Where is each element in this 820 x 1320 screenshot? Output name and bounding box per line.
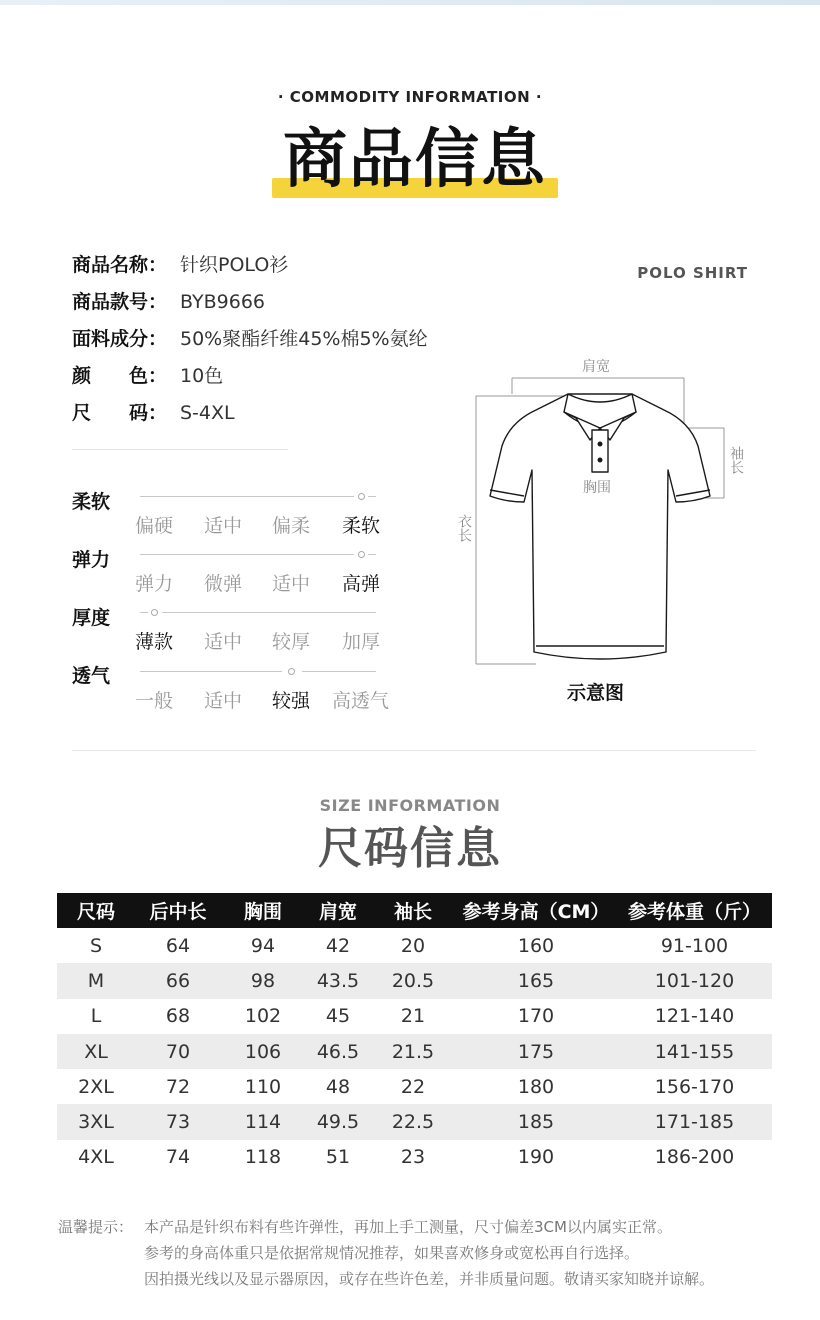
table-cell: M [57,963,135,998]
info-row-fabric [72,325,428,353]
table-cell: 121-140 [654,1005,735,1028]
shoulder-label: 肩宽 [582,359,610,375]
divider [72,449,288,450]
table-cell: 2XL [78,1075,114,1098]
chest-label: 胸围 [583,480,611,496]
scale-name: 柔软 [72,491,111,513]
diagram-caption: 示意图 [567,682,625,704]
scale-marker [151,609,158,616]
table-cell: 94 [250,934,276,957]
scale-name: 厚度 [72,607,111,629]
info-row-style-no [72,288,265,316]
scale-option: 弹力 [135,573,174,595]
scale-option-selected: 较强 [272,690,311,712]
table-cell: 45 [325,1005,351,1028]
size-info-subtitle: SIZE INFORMATION [319,796,501,815]
table-cell: 21 [400,1005,426,1028]
polo-shirt-label: POLO SHIRT [637,264,748,282]
table-cell: 64 [165,934,191,957]
info-label: 面料成分： [72,328,168,350]
scale-marker [288,668,295,675]
note-label: 温馨提示： [58,1218,134,1236]
table-row [57,928,772,963]
table-cell: 185 [455,1104,617,1139]
table-cell: 114 [221,1104,305,1139]
scale-name: 透气 [72,665,111,687]
table-cell: 160 [517,934,555,957]
table-cell: 91-100 [660,934,729,957]
table-row [57,1034,772,1069]
commodity-info-subtitle: · COMMODITY INFORMATION · [277,88,543,106]
scale-track [368,496,376,497]
scale-option: 较厚 [272,631,311,653]
note-text: 参考的身高体重只是依据常规情况推荐，如果喜欢修身或宽松再自行选择。 [144,1244,640,1262]
table-header-cell: 参考身高（CM） [455,893,617,928]
scale-marker [358,493,365,500]
page-title-block [270,122,560,202]
table-cell: S [89,934,103,957]
table-row [57,999,772,1034]
table-cell: 22.5 [371,1104,455,1139]
table-cell: 106 [221,1034,305,1069]
info-row-name [72,251,288,279]
scale-option: 适中 [204,515,243,537]
scale-option: 适中 [272,573,311,595]
table-header-cell: 袖长 [371,893,455,928]
scale-track [368,554,376,555]
table-cell: 165 [455,963,617,998]
size-table [57,893,772,1175]
top-accent-bar [0,0,820,5]
table-row [57,1140,772,1175]
info-label: 颜 色： [72,365,168,387]
note-text: 本产品是针织布料有些许弹性，再加上手工测量，尺寸偏差3CM以内属实正常。 [144,1218,672,1236]
table-row [57,963,772,998]
sleeve-label: 袖长 [728,446,744,474]
table-cell: 175 [455,1034,617,1069]
table-cell: 190 [517,1146,555,1169]
length-label: 衣长 [456,514,472,542]
table-cell: 186-200 [654,1146,735,1169]
shirt-diagram [440,350,760,710]
table-cell: L [90,1005,102,1028]
scale-track [140,496,354,497]
divider [72,750,756,751]
info-value: S-4XL [180,402,235,424]
table-cell: 20 [400,934,426,957]
table-cell: 110 [244,1075,282,1098]
page-title: 商品信息 [283,123,547,197]
note-line [58,1266,714,1292]
table-header-cell: 尺码 [57,893,135,928]
note-text: 因拍摄光线以及显示器原因，或存在些许色差，并非质量问题。敬请买家知晓并谅解。 [144,1270,715,1288]
info-row-size [72,399,235,427]
table-cell: 46.5 [305,1034,371,1069]
scale-name: 弹力 [72,549,111,571]
info-label: 商品款号： [72,291,168,313]
table-cell: 98 [221,963,305,998]
info-value: 10色 [180,365,224,387]
tips-notes [58,1214,714,1292]
table-cell: 51 [325,1146,351,1169]
table-header-cell: 肩宽 [305,893,371,928]
scale-option: 适中 [204,631,243,653]
table-cell: 4XL [78,1146,114,1169]
table-cell: 66 [135,963,221,998]
table-header-row [57,893,772,928]
scale-option-selected: 柔软 [342,515,381,537]
table-cell: 23 [400,1146,426,1169]
table-cell: 101-120 [617,963,772,998]
table-row [57,1069,772,1104]
table-header-cell: 胸围 [221,893,305,928]
scale-option-selected: 薄款 [135,631,174,653]
scale-track [140,612,148,613]
table-cell: 156-170 [654,1075,735,1098]
scale-marker [358,551,365,558]
table-cell: 20.5 [371,963,455,998]
table-cell: 73 [135,1104,221,1139]
scale-option: 一般 [135,690,174,712]
table-header-cell: 参考体重（斤） [617,893,772,928]
scale-track [162,612,376,613]
scale-option: 偏柔 [272,515,311,537]
info-value: 50%聚酯纤维45%棉5%氨纶 [180,328,428,350]
table-header-cell: 后中长 [135,893,221,928]
scale-option: 适中 [204,690,243,712]
table-cell: 22 [400,1075,426,1098]
table-cell: 42 [325,934,351,957]
table-cell: 171-185 [617,1104,772,1139]
table-cell: 68 [165,1005,191,1028]
info-value: BYB9666 [180,291,265,313]
table-cell: 118 [244,1146,282,1169]
scale-track [140,671,282,672]
scale-option: 偏硬 [135,515,174,537]
table-cell: 180 [517,1075,555,1098]
table-cell: 70 [135,1034,221,1069]
table-cell: 43.5 [305,963,371,998]
table-cell: 49.5 [305,1104,371,1139]
scale-option: 加厚 [342,631,381,653]
scale-option: 高透气 [332,690,390,712]
note-line [58,1240,714,1266]
info-value: 针织POLO衫 [180,254,289,276]
size-info-title: 尺码信息 [318,823,502,874]
table-cell: 141-155 [617,1034,772,1069]
scale-track [140,554,354,555]
table-row [57,1104,772,1139]
scale-option-selected: 高弹 [342,573,381,595]
scale-option: 微弹 [204,573,243,595]
table-cell: 3XL [57,1104,135,1139]
table-cell: 21.5 [371,1034,455,1069]
table-cell: 48 [325,1075,351,1098]
table-cell: 74 [165,1146,191,1169]
table-cell: 170 [517,1005,555,1028]
polo-shirt-icon [440,350,760,710]
table-cell: 102 [244,1005,282,1028]
scale-track [302,671,376,672]
info-label: 尺 码： [72,402,168,424]
info-row-color [72,362,223,390]
table-cell: XL [57,1034,135,1069]
table-cell: 72 [165,1075,191,1098]
info-label: 商品名称： [72,254,168,276]
note-line [58,1214,714,1240]
